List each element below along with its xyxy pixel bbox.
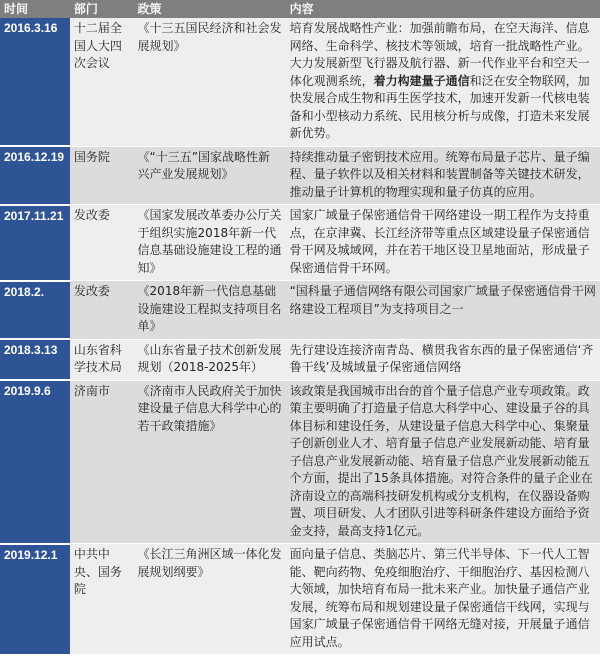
row-date: 2019.12.1 <box>0 544 70 655</box>
row-department: 发改委 <box>70 205 134 281</box>
row-content: 国家广域量子保密通信骨干网络建设一期工程作为支持重点，在京津冀、长江经济带等重点区域建设量子保密通信骨干网及城域网，并在若干地区设卫星地面站，形成量子保密通信骨干环网。 <box>286 205 600 281</box>
row-content <box>286 18 600 146</box>
row-policy: 《国家发展改革委办公厅关于组织实施2018年新一代信息基础设施建设工程的通知》 <box>134 205 286 281</box>
row-policy: 《“十三五”国家战略性新兴产业发展规划》 <box>134 146 286 205</box>
row-date: 2019.9.6 <box>0 380 70 544</box>
row-policy: 《山东省量子技术创新发展规划（2018-2025年） <box>134 339 286 380</box>
row-department: 中共中央、国务院 <box>70 544 134 655</box>
table-row <box>0 146 600 205</box>
row-date: 2017.11.21 <box>0 205 70 281</box>
table-row <box>0 281 600 340</box>
row-content: 先行建设连接济南青岛、横贯我省东西的量子保密通信‘齐鲁干线’及城域量子保密通信网络 <box>286 339 600 380</box>
header-time: 时间 <box>0 0 70 18</box>
content-text: 和泛在安全物联网，加快发展合成生物和再生医学技术，加速开发新一代核电装备和小型核动力系统、民用核分析与成像，打造未来发展新优势。 <box>289 73 590 140</box>
row-content: 面向量子信息、类脑芯片、第三代半导体、下一代人工智能、靶向药物、免疫细胞治疗、干细胞治疗、基因检测八大领域，加快培育布局一批未来产业。加快量子通信产业发展，统筹布局和规划建设量子保密通信干线网，实现与国家广域量子保密通信骨干网络无缝对接，开展量子通信应用试点。 <box>286 544 600 655</box>
table-row <box>0 205 600 281</box>
header-policy: 政策 <box>134 0 286 18</box>
row-content: “国科量子通信网络有限公司国家广域量子保密通信骨干网络建设工程项目”为支持项目之一 <box>286 281 600 340</box>
table-header-row <box>0 0 600 18</box>
header-department: 部门 <box>70 0 134 18</box>
row-department: 十二届全国人大四次会议 <box>70 18 134 146</box>
row-date: 2018.3.13 <box>0 339 70 380</box>
header-content: 内容 <box>286 0 600 18</box>
row-policy: 《十三五国民经济和社会发展规划》 <box>134 18 286 146</box>
table-row <box>0 339 600 380</box>
content-text: 培育发展战略性产业：加强前瞻布局，在空天海洋、信息网络、生命科学、核技术等领域，培育一批战略性产业。大力发展新型飞行器及航行器、新一代作业平台和空天一体化观测系统， <box>289 21 590 88</box>
table-row <box>0 380 600 544</box>
row-department: 山东省科学技术局 <box>70 339 134 380</box>
content-highlight: 着力构建量子通信 <box>373 73 470 88</box>
row-policy: 《济南市人民政府关于加快建设量子信息大科学中心的若干政策措施》 <box>134 380 286 544</box>
row-department: 济南市 <box>70 380 134 544</box>
row-date: 2016.3.16 <box>0 18 70 146</box>
row-policy: 《2018年新一代信息基础设施建设工程拟支持项目名单》 <box>134 281 286 340</box>
row-content: 持续推动量子密钥技术应用。统筹布局量子芯片、量子编程、量子软件以及相关材料和装置制备等关键技术研发，推动量子计算机的物理实现和量子仿真的应用。 <box>286 146 600 205</box>
row-policy: 《长江三角洲区域一体化发展规划纲要》 <box>134 544 286 655</box>
row-date: 2018.2. <box>0 281 70 340</box>
table-row <box>0 544 600 655</box>
row-department: 国务院 <box>70 146 134 205</box>
row-department: 发改委 <box>70 281 134 340</box>
table-row <box>0 18 600 146</box>
row-date: 2016.12.19 <box>0 146 70 205</box>
row-content: 该政策是我国城市出台的首个量子信息产业专项政策。政策主要明确了打造量子信息大科学中心、建设量子谷的具体目标和建设任务，从建设量子信息大科学中心、集聚量子创新创业人才、培育量子信息产业发展新动能、培育量子信息产业发展新动能、培育量子信息产业发展新动能五个方面，提出了15条具体措施。对符合条件的量子企业在济南设立的高端科技研发机构或分支机构，在仪器设备购置、项目研发、人才团队引进等科研条件建设方面给予资金支持，最高支持1亿元。 <box>286 380 600 544</box>
